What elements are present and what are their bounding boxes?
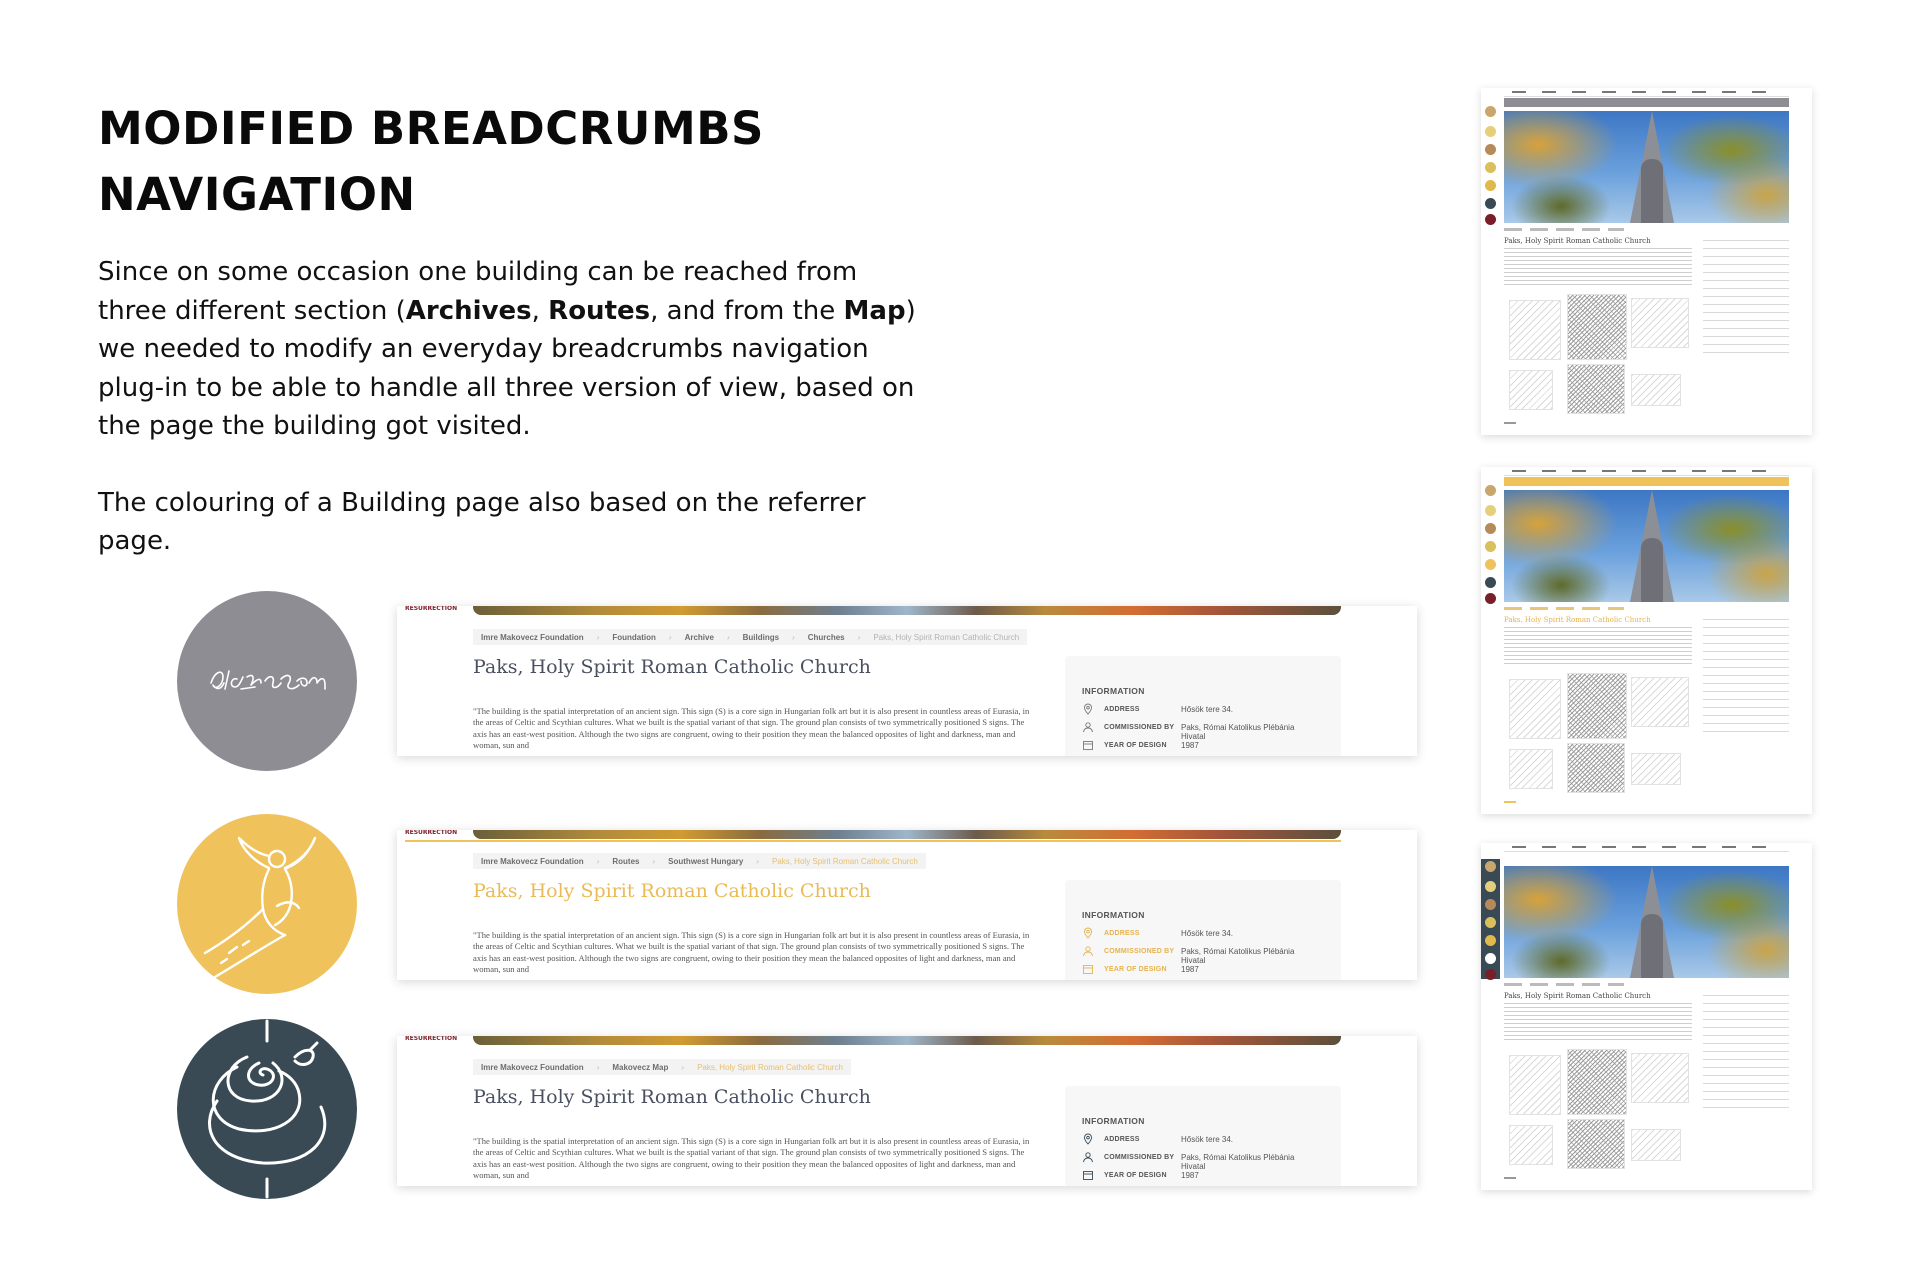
archive-emblem: [177, 591, 357, 771]
rail-dot: [1485, 917, 1496, 928]
rail-dot: [1485, 198, 1496, 209]
rail-dot: [1485, 106, 1496, 117]
address-label: ADDRESS: [1104, 930, 1140, 937]
breadcrumb-strip-map: [397, 1036, 1417, 1186]
breadcrumb-strip-routes: [397, 830, 1417, 980]
rail-dot: [1485, 126, 1496, 137]
page-headline: [98, 96, 798, 228]
rail-dot: [1485, 881, 1496, 892]
sketch-image: [1509, 300, 1561, 360]
chevron-right-icon: ›: [596, 1062, 600, 1072]
rail-dot: [1485, 559, 1496, 570]
rail-dot: [1485, 969, 1496, 980]
person-icon: [1082, 1151, 1094, 1163]
rail-dot: [1485, 144, 1496, 155]
headline-line-2: NAVIGATION: [98, 168, 416, 221]
building-description: "The building is the spatial interpretation of an ancient sign. This sign (S) is a core sign in Hungarian folk art but it is also present in countless areas of Eurasia, in the areas of Celtic and Scythian cultures. What we built is the spatial variant of that sign. The ground plan consists of two symmetrically positioned S signs. The axis has an east-west position. Although the two signs are congruent, owing to their position they mean the balanced opposites of light and darkness, man and woman, sun and: [473, 706, 1030, 751]
building-title: Paks, Holy Spirit Roman Catholic Church: [1504, 992, 1651, 1000]
chevron-right-icon: ›: [652, 856, 656, 866]
building-description: "The building is the spatial interpretation of an ancient sign. This sign (S) is a core sign in Hungarian folk art but it is also present in countless areas of Eurasia, in the areas of Celtic and Scythian cultures. What we built is the spatial variant of that sign. The ground plan consists of two symmetrically positioned S signs. The axis has an east-west position. Although the two signs are congruent, owing to their position they mean the balanced opposites of light and darkness, man and woman, sun and: [473, 930, 1030, 975]
year-value: 1987: [1181, 741, 1199, 750]
person-icon: [1082, 945, 1094, 957]
sketch-image: [1631, 753, 1681, 785]
address-label: ADDRESS: [1104, 706, 1140, 713]
information-panel: [1703, 240, 1789, 358]
rail-dot: [1485, 180, 1496, 191]
rail-dot: [1485, 899, 1496, 910]
footer: [1504, 422, 1516, 424]
top-navigation: [1504, 467, 1789, 476]
rail-dot: [1485, 935, 1496, 946]
breadcrumb: [473, 1059, 851, 1075]
description: [98, 253, 928, 561]
commissioned-value: Paks, Római Katolikus Plébánia Hivatal: [1181, 723, 1295, 741]
breadcrumb: [1504, 607, 1624, 610]
sketch-image: [1509, 749, 1553, 789]
sketch-image: [1509, 679, 1561, 739]
breadcrumb-item[interactable]: Southwest Hungary: [668, 856, 744, 866]
breadcrumb: [473, 853, 926, 869]
footer: [1504, 1177, 1516, 1179]
breadcrumb-item[interactable]: Archive: [684, 632, 714, 642]
sketch-image: [1567, 1049, 1627, 1115]
year-label: YEAR OF DESIGN: [1104, 1172, 1167, 1179]
rail-dot: [1485, 485, 1496, 496]
sketch-image: [1631, 677, 1689, 727]
map-term: Map: [843, 295, 906, 326]
breadcrumb-current: Paks, Holy Spirit Roman Catholic Church: [697, 1062, 843, 1072]
information-panel: [1065, 656, 1341, 756]
church-hero-image: [1504, 866, 1789, 978]
building-title: Paks, Holy Spirit Roman Catholic Church: [473, 656, 871, 678]
sketch-image: [1567, 743, 1625, 793]
resurrection-tag: RESURRECTION: [405, 830, 458, 835]
breadcrumb-item[interactable]: Imre Makovecz Foundation: [481, 856, 584, 866]
address-label: ADDRESS: [1104, 1136, 1140, 1143]
sketch-image: [1567, 294, 1627, 360]
building-title: Paks, Holy Spirit Roman Catholic Church: [473, 1086, 871, 1108]
breadcrumb-item[interactable]: Foundation: [612, 632, 656, 642]
breadcrumb: [1504, 983, 1624, 986]
breadcrumb-item[interactable]: Churches: [807, 632, 845, 642]
section-subnavigation: [1504, 853, 1789, 862]
rail-dot: [1485, 541, 1496, 552]
commissioned-label: COMMISSIONED BY: [1104, 948, 1175, 955]
information-panel: [1065, 1086, 1341, 1186]
breadcrumb-item[interactable]: Imre Makovecz Foundation: [481, 1062, 584, 1072]
sketch-image: [1631, 298, 1689, 348]
calendar-icon: [1082, 963, 1094, 975]
building-description: [1504, 1003, 1692, 1041]
rail-dot: [1485, 577, 1496, 588]
chevron-right-icon: ›: [596, 632, 600, 642]
breadcrumb-current: Paks, Holy Spirit Roman Catholic Church: [771, 856, 918, 866]
routes-emblem: [177, 814, 357, 994]
routes-term: Routes: [548, 295, 651, 326]
church-hero-image: [1504, 111, 1789, 223]
breadcrumb-current: Paks, Holy Spirit Roman Catholic Church: [873, 632, 1020, 642]
angel-road-icon: [177, 814, 357, 994]
year-label: YEAR OF DESIGN: [1104, 742, 1167, 749]
resurrection-tag: RESURRECTION: [405, 606, 458, 611]
hero-image-strip: [473, 606, 1341, 615]
location-pin-icon: [1082, 703, 1094, 715]
page-thumbnail-archive: [1481, 88, 1812, 435]
headline-line-1: MODIFIED BREADCRUMBS: [98, 102, 764, 155]
section-subnavigation: [1504, 98, 1789, 107]
sketch-image: [1509, 1125, 1553, 1165]
resurrection-tag: RESURRECTION: [405, 1036, 458, 1041]
breadcrumb-strip-archive: [397, 606, 1417, 756]
church-hero-image: [1504, 490, 1789, 602]
commissioned-value: Paks, Római Katolikus Plébánia Hivatal: [1181, 1153, 1295, 1171]
side-rail: [1481, 483, 1500, 603]
side-rail: [1481, 104, 1500, 224]
description-paragraph-2: The colouring of a Building page also based on the referrer page.: [98, 487, 866, 556]
breadcrumb-item[interactable]: Buildings: [742, 632, 780, 642]
rail-dot: [1485, 162, 1496, 173]
map-emblem: [177, 1019, 357, 1199]
sketch-image: [1631, 1129, 1681, 1161]
breadcrumb-item[interactable]: Makovecz Map: [612, 1062, 669, 1072]
page-thumbnail-map: [1481, 843, 1812, 1190]
location-pin-icon: [1082, 1133, 1094, 1145]
rail-dot: [1485, 593, 1496, 604]
commissioned-label: COMMISSIONED BY: [1104, 1154, 1175, 1161]
commissioned-value: Paks, Római Katolikus Plébánia Hivatal: [1181, 947, 1295, 965]
person-icon: [1082, 721, 1094, 733]
building-title: Paks, Holy Spirit Roman Catholic Church: [1504, 237, 1651, 245]
breadcrumb-item[interactable]: Routes: [612, 856, 640, 866]
rail-dot: [1485, 505, 1496, 516]
chevron-right-icon: ›: [756, 856, 759, 866]
top-navigation: [1504, 88, 1789, 97]
information-panel: [1703, 995, 1789, 1113]
sketch-image: [1567, 364, 1625, 414]
calendar-icon: [1082, 739, 1094, 751]
breadcrumb: [1504, 228, 1624, 231]
building-title: Paks, Holy Spirit Roman Catholic Church: [1504, 616, 1651, 624]
description-paragraph-1: Since on some occasion one building can be reached from three different section (Archives, Routes, and from the Map) we needed to modify an everyday breadcrumbs navigation plug-in to be able to handle all three version of view, based on the page the building got visited.: [98, 257, 916, 441]
year-value: 1987: [1181, 965, 1199, 974]
sketch-image: [1509, 1055, 1561, 1115]
sketch-image: [1567, 1119, 1625, 1169]
sketch-image: [1631, 1053, 1689, 1103]
commissioned-label: COMMISSIONED BY: [1104, 724, 1175, 731]
chevron-right-icon: ›: [792, 632, 795, 642]
building-description: "The building is the spatial interpretation of an ancient sign. This sign (S) is a core sign in Hungarian folk art but it is also present in countless areas of Eurasia, in the areas of Celtic and Scythian cultures. What we built is the spatial variant of that sign. The ground plan consists of two symmetrically positioned S signs. The axis has an east-west position. Although the two signs are congruent, owing to their position they mean the balanced opposites of light and darkness, man and woman, sun and: [473, 1136, 1030, 1181]
chevron-right-icon: ›: [857, 632, 861, 642]
spiral-map-icon: [177, 1019, 357, 1199]
sketch-image: [1631, 374, 1681, 406]
sketch-image: [1509, 370, 1553, 410]
chevron-right-icon: ›: [668, 632, 672, 642]
sketch-image: [1567, 673, 1627, 739]
signature-icon: [177, 591, 357, 771]
top-navigation: [1504, 843, 1789, 852]
chevron-right-icon: ›: [726, 632, 730, 642]
building-description: [1504, 248, 1692, 286]
building-description: [1504, 627, 1692, 665]
calendar-icon: [1082, 1169, 1094, 1181]
page-thumbnail-routes: [1481, 467, 1812, 814]
information-panel: [1065, 880, 1341, 980]
building-title: Paks, Holy Spirit Roman Catholic Church: [473, 880, 871, 902]
chevron-right-icon: ›: [596, 856, 600, 866]
address-value: Hősök tere 34.: [1181, 705, 1234, 714]
year-value: 1987: [1181, 1171, 1199, 1180]
location-pin-icon: [1082, 927, 1094, 939]
rail-dot: [1485, 214, 1496, 225]
breadcrumb: [473, 629, 1027, 645]
footer: [1504, 801, 1516, 803]
year-label: YEAR OF DESIGN: [1104, 966, 1167, 973]
hero-image-strip: [473, 830, 1341, 839]
breadcrumb-item[interactable]: Imre Makovecz Foundation: [481, 632, 584, 642]
information-title: INFORMATION: [1082, 686, 1145, 696]
address-value: Hősök tere 34.: [1181, 929, 1234, 938]
side-rail: [1481, 859, 1500, 979]
archives-term: Archives: [405, 295, 532, 326]
rail-dot: [1485, 861, 1496, 872]
address-value: Hősök tere 34.: [1181, 1135, 1234, 1144]
information-title: INFORMATION: [1082, 910, 1145, 920]
information-panel: [1703, 619, 1789, 737]
rail-dot: [1485, 953, 1496, 964]
rail-dot: [1485, 523, 1496, 534]
routes-accent-line: [405, 840, 1341, 842]
chevron-right-icon: ›: [681, 1062, 685, 1072]
hero-image-strip: [473, 1036, 1341, 1045]
section-subnavigation: [1504, 477, 1789, 486]
information-title: INFORMATION: [1082, 1116, 1145, 1126]
